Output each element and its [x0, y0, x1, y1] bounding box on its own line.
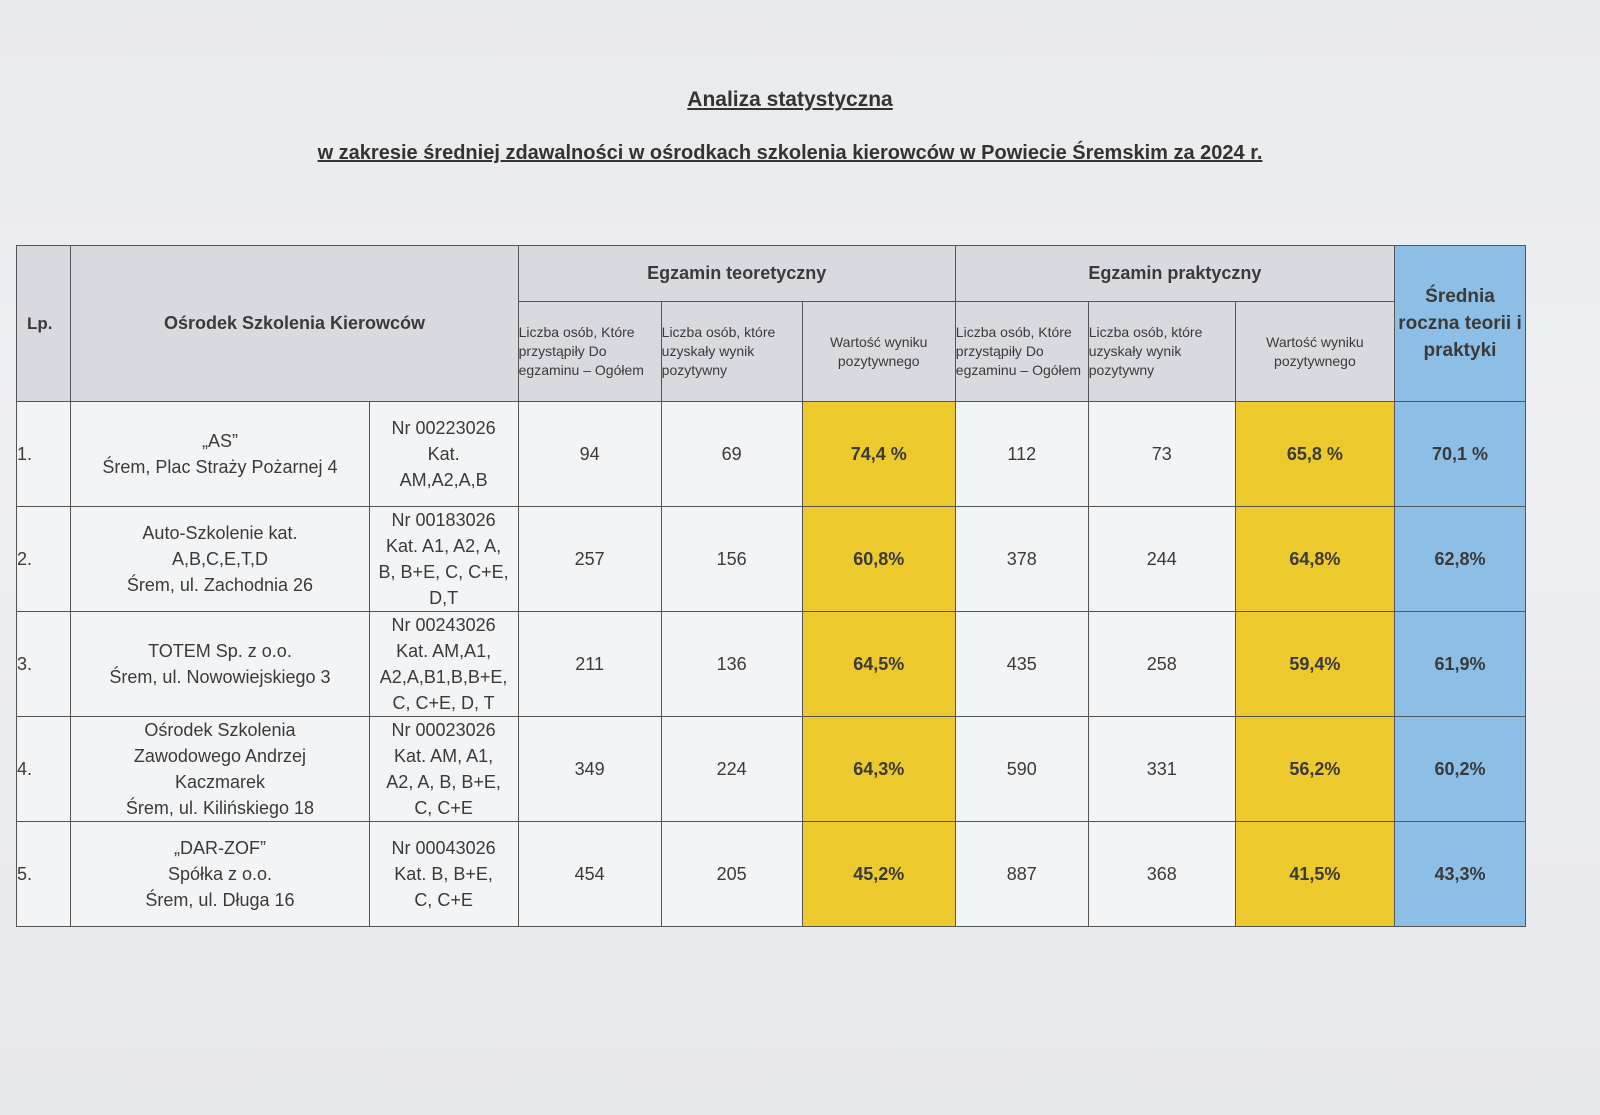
table-row — [17, 507, 1526, 612]
theory-passed: 156 — [661, 507, 802, 612]
theory-passed: 224 — [661, 717, 802, 822]
document-subtitle: w zakresie średniej zdawalności w ośrodkach szkolenia kierowców w Powiecie Śremskim za 2024 r. — [317, 142, 1263, 164]
statistics-table — [16, 245, 1526, 927]
theory-passed: 205 — [661, 822, 802, 927]
theory-total: 257 — [518, 507, 661, 612]
center-name: „DAR-ZOF” Spółka z o.o. Śrem, ul. Długa 16 — [71, 822, 369, 927]
license-categories: Nr 00243026 Kat. AM,A1, A2,A,B1,B,B+E, C, C+E, D, T — [369, 612, 518, 717]
header-practice-rate: Wartość wyniku pozytywnego — [1235, 302, 1394, 402]
practice-total: 112 — [955, 402, 1088, 507]
header-practice-passed: Liczba osób, które uzyskały wynik pozytywny — [1088, 302, 1235, 402]
theory-rate: 64,5% — [802, 612, 955, 717]
practice-rate: 59,4% — [1235, 612, 1394, 717]
practice-passed: 368 — [1088, 822, 1235, 927]
yearly-average: 62,8% — [1394, 507, 1525, 612]
center-name: TOTEM Sp. z o.o. Śrem, ul. Nowowiejskiego 3 — [71, 612, 369, 717]
row-number: 5. — [17, 822, 71, 927]
theory-rate: 74,4 % — [802, 402, 955, 507]
practice-total: 378 — [955, 507, 1088, 612]
row-number: 2. — [17, 507, 71, 612]
practice-total: 435 — [955, 612, 1088, 717]
row-number: 1. — [17, 402, 71, 507]
practice-passed: 258 — [1088, 612, 1235, 717]
header-practice-total: Liczba osób, Które przystąpiły Do egzaminu – Ogółem — [955, 302, 1088, 402]
header-yearly-average: Średnia roczna teorii i praktyki — [1394, 246, 1525, 402]
practice-rate: 56,2% — [1235, 717, 1394, 822]
header-center: Ośrodek Szkolenia Kierowców — [71, 246, 518, 402]
document-title: Analiza statystyczna — [687, 88, 893, 111]
practice-rate: 65,8 % — [1235, 402, 1394, 507]
table-row — [17, 822, 1526, 927]
practice-rate: 64,8% — [1235, 507, 1394, 612]
theory-passed: 136 — [661, 612, 802, 717]
yearly-average: 61,9% — [1394, 612, 1525, 717]
license-categories: Nr 00023026 Kat. AM, A1, A2, A, B, B+E, C, C+E — [369, 717, 518, 822]
practice-passed: 244 — [1088, 507, 1235, 612]
theory-total: 454 — [518, 822, 661, 927]
center-name: „AS” Śrem, Plac Straży Pożarnej 4 — [71, 402, 369, 507]
theory-total: 94 — [518, 402, 661, 507]
practice-total: 590 — [955, 717, 1088, 822]
theory-total: 211 — [518, 612, 661, 717]
center-name: Auto-Szkolenie kat. A,B,C,E,T,D Śrem, ul. Zachodnia 26 — [71, 507, 369, 612]
table-row — [17, 717, 1526, 822]
theory-total: 349 — [518, 717, 661, 822]
row-number: 4. — [17, 717, 71, 822]
license-categories: Nr 00043026 Kat. B, B+E, C, C+E — [369, 822, 518, 927]
header-theory-exam: Egzamin teoretyczny — [518, 246, 955, 302]
theory-rate: 64,3% — [802, 717, 955, 822]
license-categories: Nr 00223026 Kat. AM,A2,A,B — [369, 402, 518, 507]
yearly-average: 60,2% — [1394, 717, 1525, 822]
license-categories: Nr 00183026 Kat. A1, A2, A, B, B+E, C, C+E, D,T — [369, 507, 518, 612]
practice-rate: 41,5% — [1235, 822, 1394, 927]
header-theory-total: Liczba osób, Które przystąpiły Do egzaminu – Ogółem — [518, 302, 661, 402]
header-practice-exam: Egzamin praktyczny — [955, 246, 1394, 302]
center-name: Ośrodek Szkolenia Zawodowego Andrzej Kaczmarek Śrem, ul. Kilińskiego 18 — [71, 717, 369, 822]
row-number: 3. — [17, 612, 71, 717]
theory-passed: 69 — [661, 402, 802, 507]
table-row — [17, 402, 1526, 507]
header-theory-passed: Liczba osób, które uzyskały wynik pozytywny — [661, 302, 802, 402]
header-theory-rate: Wartość wyniku pozytywnego — [802, 302, 955, 402]
practice-passed: 331 — [1088, 717, 1235, 822]
theory-rate: 45,2% — [802, 822, 955, 927]
header-lp: Lp. — [17, 246, 71, 402]
table-body — [17, 402, 1526, 927]
theory-rate: 60,8% — [802, 507, 955, 612]
practice-passed: 73 — [1088, 402, 1235, 507]
practice-total: 887 — [955, 822, 1088, 927]
table-row — [17, 612, 1526, 717]
yearly-average: 70,1 % — [1394, 402, 1525, 507]
yearly-average: 43,3% — [1394, 822, 1525, 927]
